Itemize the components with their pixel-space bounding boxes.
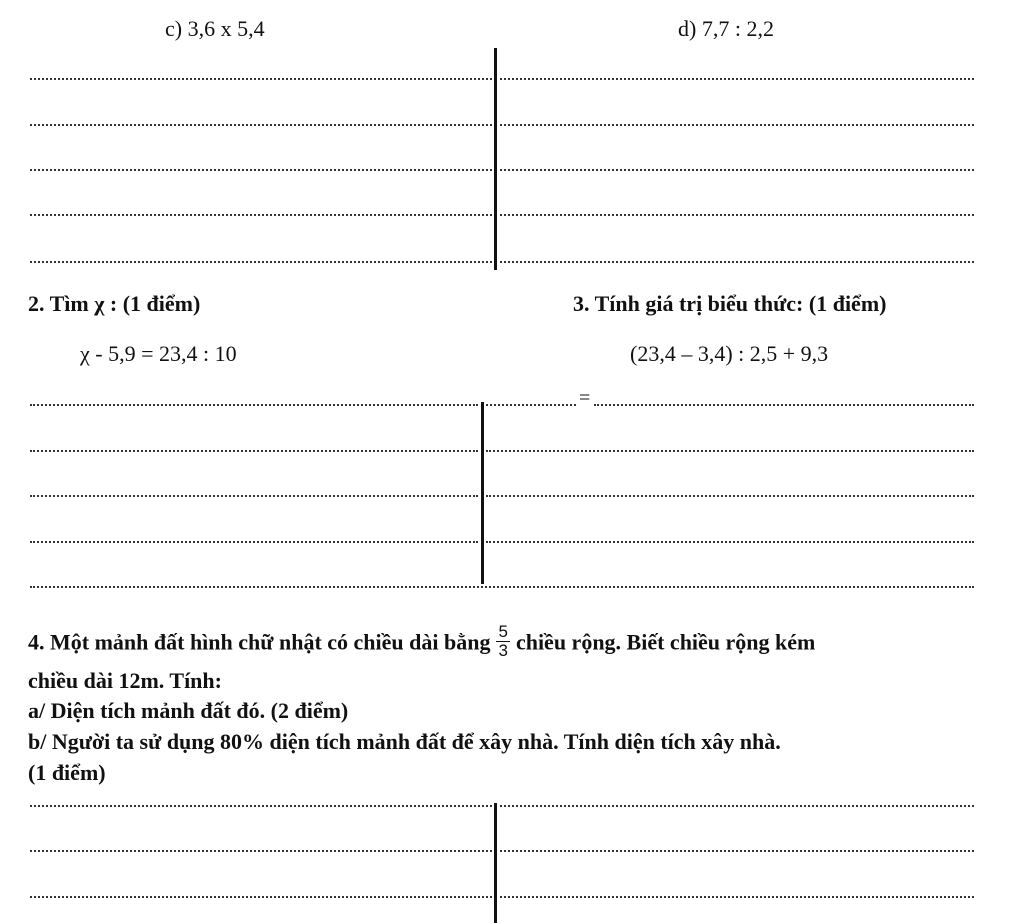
answer-line[interactable] [30, 261, 492, 263]
answer-line[interactable] [30, 495, 478, 497]
answer-line[interactable] [486, 404, 576, 406]
divider-section1 [494, 48, 497, 270]
answer-line[interactable] [500, 896, 974, 898]
fraction-denominator: 3 [498, 641, 508, 660]
section4-line2: chiều dài 12m. Tính: [28, 668, 222, 693]
section4-part-b-points: (1 điểm) [28, 760, 106, 785]
problem-d: d) 7,7 : 2,2 [678, 16, 774, 41]
answer-line[interactable] [30, 214, 492, 216]
expression: (23,4 – 3,4) : 2,5 + 9,3 [630, 341, 829, 366]
section4-part-a: a/ Diện tích mảnh đất đó. (2 điểm) [28, 698, 349, 723]
answer-line[interactable] [500, 124, 974, 126]
answer-line[interactable] [30, 450, 478, 452]
answer-line[interactable] [500, 805, 974, 807]
section2-heading: 2. Tìm χ : (1 điểm) [28, 291, 201, 316]
answer-line[interactable] [500, 261, 974, 263]
answer-line[interactable] [30, 850, 492, 852]
answer-line[interactable] [500, 850, 974, 852]
equals-sign: = [579, 387, 591, 409]
section4-line1-text: 4. Một mảnh đất hình chữ nhật có chiều dài bằng [28, 629, 491, 655]
answer-line[interactable] [500, 78, 974, 80]
answer-line[interactable] [30, 78, 492, 80]
answer-line[interactable] [500, 214, 974, 216]
answer-line[interactable] [500, 169, 974, 171]
answer-line[interactable] [486, 495, 974, 497]
answer-line[interactable] [486, 541, 974, 543]
answer-line[interactable] [30, 541, 478, 543]
section3-heading: 3. Tính giá trị biểu thức: (1 điểm) [573, 291, 887, 316]
answer-line[interactable] [486, 450, 974, 452]
divider-section2 [481, 402, 484, 584]
answer-line[interactable] [30, 805, 492, 807]
answer-line[interactable] [30, 586, 974, 588]
fraction-five-thirds [496, 623, 509, 660]
answer-line[interactable] [30, 169, 492, 171]
section4-part-b: b/ Người ta sử dụng 80% diện tích mảnh đất để xây nhà. Tính diện tích xây nhà. [28, 729, 781, 754]
fraction-numerator: 5 [498, 622, 508, 641]
answer-line[interactable] [30, 896, 492, 898]
divider-section4 [494, 803, 497, 923]
equation-find-x: χ - 5,9 = 23,4 : 10 [80, 341, 237, 366]
section4-line1 [28, 622, 816, 663]
problem-c: c) 3,6 x 5,4 [165, 16, 265, 41]
section4-line1-text-end: chiều rộng. Biết chiều rộng kém [515, 629, 816, 655]
answer-line[interactable] [594, 404, 974, 406]
answer-line[interactable] [30, 404, 478, 406]
answer-line[interactable] [30, 124, 492, 126]
